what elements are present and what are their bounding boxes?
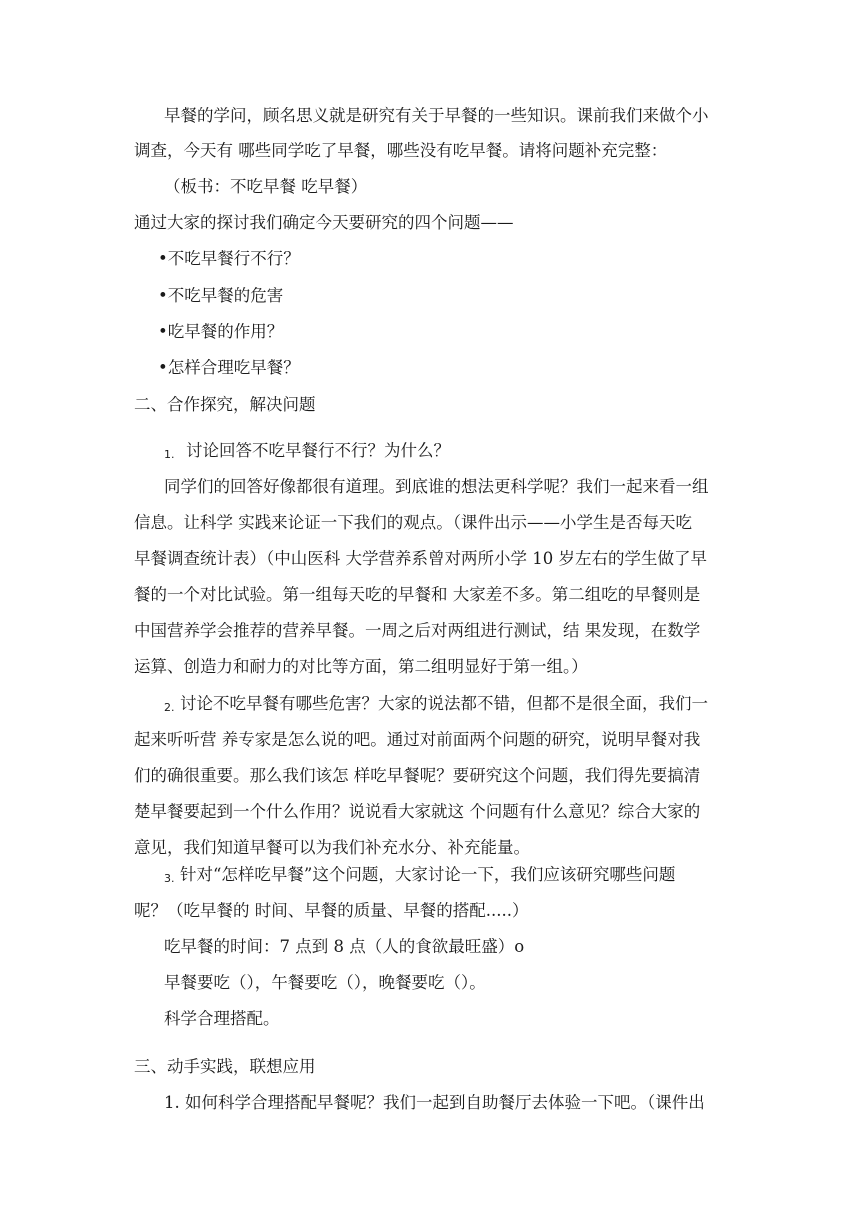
paragraph-line: 们的确很重要。那么我们该怎 样吃早餐呢？要研究这个问题，我们得先要搞清 bbox=[134, 766, 701, 785]
section-heading: 三、动手实践，联想应用 bbox=[134, 1057, 316, 1076]
bullet-item: •怎样合理吃早餐？ bbox=[158, 358, 300, 377]
item-number: 1. bbox=[164, 448, 175, 461]
paragraph-line: 意见，我们知道早餐可以为我们补充水分、补充能量。 bbox=[134, 838, 530, 857]
paragraph-line: 运算、创造力和耐力的对比等方面，第二组明显好于第一组。） bbox=[134, 657, 588, 676]
paragraph-line: 楚早餐要起到一个什么作用？说说看大家就这 个问题有什么意见？综合大家的 bbox=[134, 802, 701, 821]
bullet-item: •吃早餐的作用？ bbox=[158, 322, 284, 341]
paragraph-line: 科学合理搭配。 bbox=[164, 1009, 280, 1028]
paragraph-line: 早餐的学问，顾名思义就是研究有关于早餐的一些知识。课前我们来做个小 bbox=[164, 106, 709, 125]
bullet-item: •不吃早餐的危害 bbox=[158, 286, 284, 305]
paragraph-line: 信息。让科学 实践来论证一下我们的观点。（课件出示——小学生是否每天吃 bbox=[134, 513, 692, 532]
paragraph-line: 中国营养学会推荐的营养早餐。一周之后对两组进行测试，结 果发现，在数学 bbox=[134, 621, 701, 640]
bullet-item: •不吃早餐行不行？ bbox=[158, 249, 300, 268]
board-note: （板书：不吃早餐 吃早餐） bbox=[164, 177, 368, 196]
section-heading: 二、合作探究，解决问题 bbox=[134, 395, 316, 414]
paragraph-line: 餐的一个对比试验。第一组每天吃的早餐和 大家差不多。第二组吃的早餐则是 bbox=[134, 585, 701, 604]
paragraph-line: 讨论回答不吃早餐行不行？为什么？ bbox=[186, 441, 450, 460]
paragraph-line: 1. 如何科学合理搭配早餐呢？我们一起到自助餐厅去体验一下吧。（课件出 bbox=[164, 1093, 705, 1112]
paragraph-line: 吃早餐的时间：7 点到 8 点（人的食欲最旺盛）o bbox=[164, 937, 525, 956]
paragraph-line: 早餐调查统计表）（中山医科 大学营养系曾对两所小学 10 岁左右的学生做了早 bbox=[134, 549, 707, 568]
paragraph-line: 呢？（吃早餐的 时间、早餐的质量、早餐的搭配.....） bbox=[134, 901, 529, 920]
paragraph-line: 通过大家的探讨我们确定今天要研究的四个问题—— bbox=[134, 213, 514, 232]
paragraph-line: 起来听听营 养专家是怎么说的吧。通过对前面两个问题的研究，说明早餐对我 bbox=[134, 730, 701, 749]
paragraph-line: 调查，今天有 哪些同学吃了早餐，哪些没有吃早餐。请将问题补充完整： bbox=[134, 141, 668, 160]
paragraph-line: 讨论不吃早餐有哪些危害？大家的说法都不错，但都不是很全面，我们一 bbox=[180, 694, 708, 713]
item-number: 3. bbox=[164, 872, 175, 885]
paragraph-line: 针对“怎样吃早餐”这个问题，大家讨论一下，我们应该研究哪些问题 bbox=[180, 865, 676, 884]
paragraph-line: 同学们的回答好像都很有道理。到底谁的想法更科学呢？我们一起来看一组 bbox=[164, 477, 709, 496]
paragraph-line: 早餐要吃（），午餐要吃（），晚餐要吃（）。 bbox=[164, 973, 486, 992]
item-number: 2. bbox=[164, 701, 175, 714]
